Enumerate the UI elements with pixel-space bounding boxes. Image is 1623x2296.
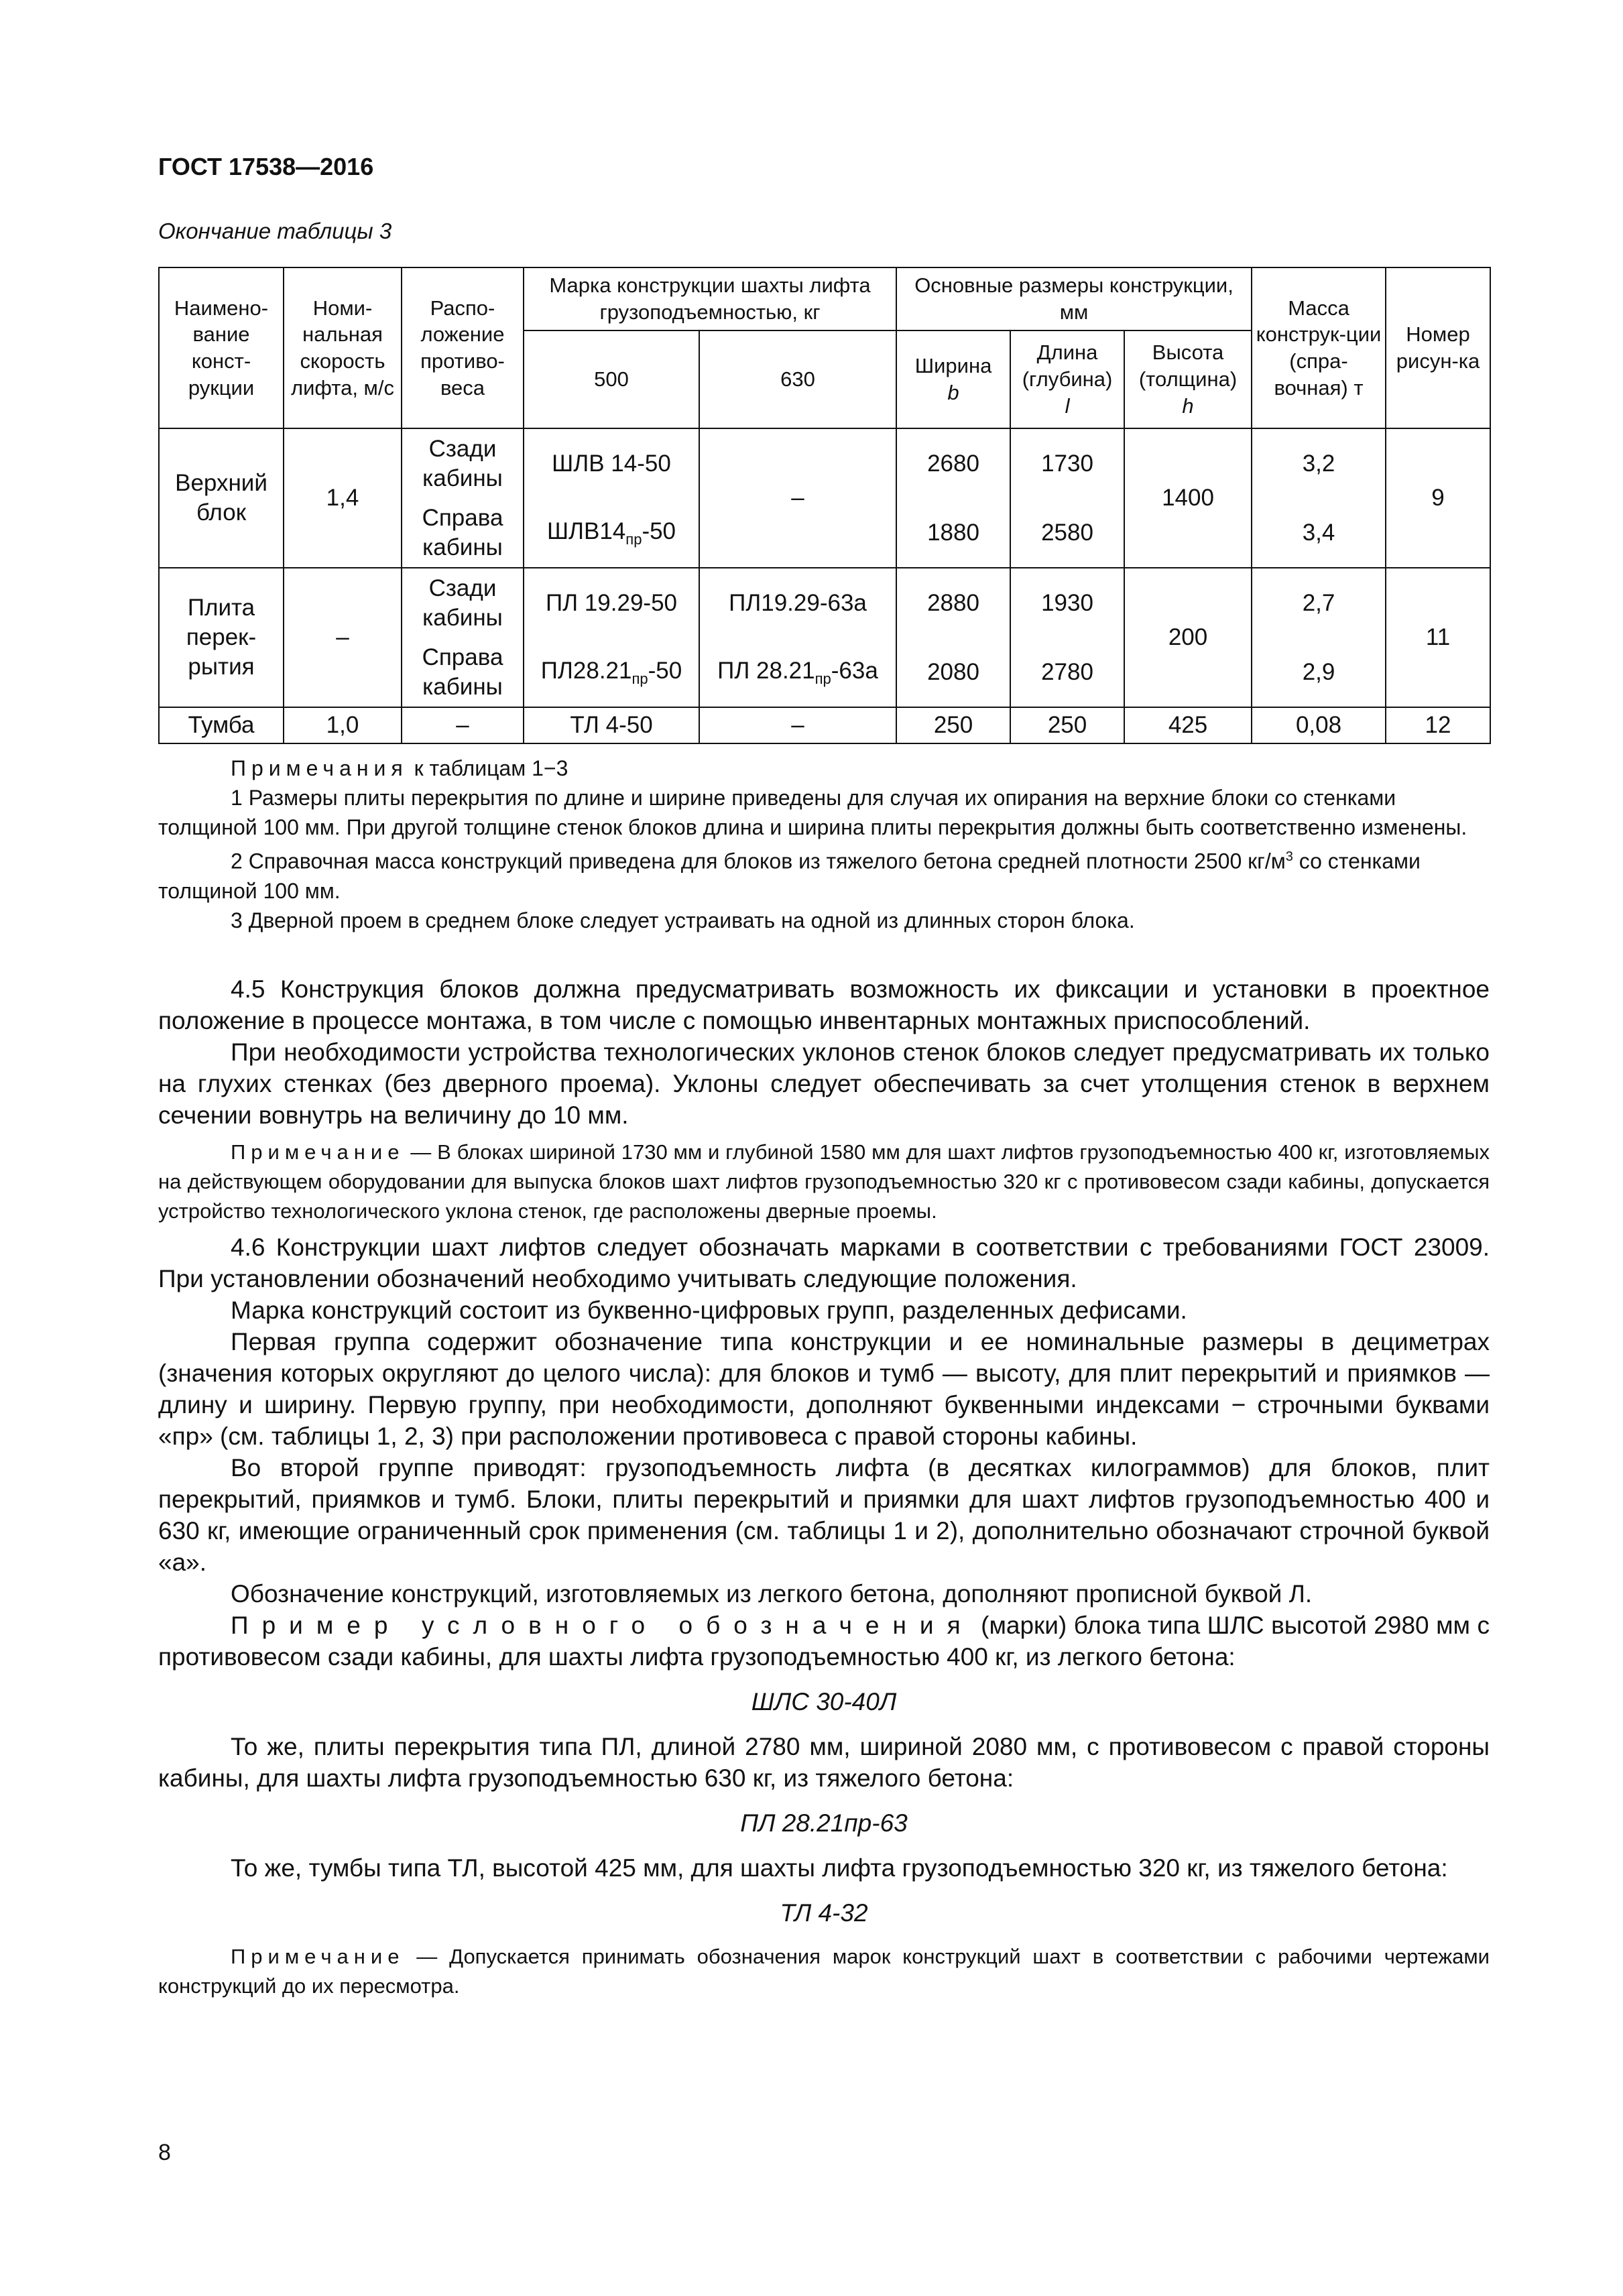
cell-width: 2080 — [896, 638, 1010, 707]
table-header-row — [159, 267, 1490, 330]
cell-position: – — [402, 707, 524, 743]
cell-length: 2780 — [1010, 638, 1124, 707]
table-3 — [158, 267, 1491, 744]
col-header-speed: Номи-нальная скорость лифта, м/с — [284, 267, 402, 428]
cell-height: 200 — [1124, 568, 1252, 707]
cell-figure: 9 — [1386, 428, 1490, 568]
note-3: 3 Дверной проем в среднем блоке следует устраивать на одной из длинных сторон блока. — [231, 908, 1135, 932]
col-header-mark: Марка конструкции шахты лифта грузоподъемностью, кг — [524, 267, 896, 330]
table-row — [159, 428, 1490, 498]
paragraph: Первая группа содержит обозначение типа конструкции и ее номинальные размеры в дециметрах (значения которых округляют до целого числа): для блоков и тумб — высоту, для плит перекрытий и приямков — длину и ширину. Первую группу, при необходимости, дополняют буквенными индексами − строчными буквами «пр» (см. таблицы 1, 2, 3) при расположении противовеса с правой стороны кабины. — [158, 1328, 1490, 1450]
cell-position: Сзади кабины — [402, 428, 524, 498]
paragraph: Обозначение конструкций, изготовляемых из легкого бетона, дополняют прописной буквой Л. — [231, 1580, 1313, 1608]
example-text: (марки) блока типа ШЛС высотой 2980 мм с противовесом сзади кабины, для шахты лифта грузоподъемностью 400 кг, из легкого бетона: — [158, 1612, 1490, 1671]
cell-mark-500 — [524, 638, 699, 707]
cell-name: Тумба — [159, 707, 284, 743]
notes-label: Примечания — [231, 756, 408, 780]
width-symbol: b — [947, 381, 959, 404]
cell-speed: 1,0 — [284, 707, 402, 743]
mark-subscript: пр — [632, 670, 648, 687]
cell-length: 2580 — [1010, 498, 1124, 568]
cell-speed: 1,4 — [284, 428, 402, 568]
cell-length: 1930 — [1010, 568, 1124, 638]
mark-suffix: -50 — [648, 657, 682, 684]
col-header-height — [1124, 330, 1252, 428]
note-label: Примечание — [231, 1945, 405, 1968]
document-id: ГОСТ 17538—2016 — [158, 153, 374, 180]
mark-subscript: пр — [625, 530, 642, 548]
mark-suffix: -50 — [642, 518, 676, 544]
note-paragraph — [158, 1942, 1490, 2001]
cell-position: Справа кабины — [402, 638, 524, 707]
length-label: Длина (глубина) — [1022, 341, 1113, 391]
cell-mark-500: ПЛ 19.29-50 — [524, 568, 699, 638]
cell-height: 1400 — [1124, 428, 1252, 568]
mark-text: ПЛ 28.21 — [717, 657, 815, 684]
note-label: Примечание — [231, 1140, 405, 1164]
height-symbol: h — [1182, 394, 1194, 418]
height-label: Высота (толщина) — [1138, 341, 1238, 391]
mark-text: ШЛВ14 — [546, 518, 626, 544]
paragraph-4-5: 4.5 Конструкция блоков должна предусматривать возможность их фиксации и установки в проектное положение в процессе монтажа, в том числе с помощью инвентарных монтажных приспособлений. — [158, 975, 1490, 1034]
example-designation: ТЛ 4-32 — [780, 1899, 868, 1927]
cell-figure: 11 — [1386, 568, 1490, 707]
note-1: 1 Размеры плиты перекрытия по длине и ширине приведены для случая их опирания на верхние блоки со стенками толщиной 100 мм. При другой толщине стенок блоков длина и ширина плиты перекрытия должны быть соответственно изменены. — [158, 786, 1467, 839]
cell-mark-500: ШЛВ 14-50 — [524, 428, 699, 498]
cell-mark-630 — [699, 638, 896, 707]
col-header-figure: Номер рисун-ка — [1386, 267, 1490, 428]
col-header-width — [896, 330, 1010, 428]
cell-mass: 3,4 — [1252, 498, 1386, 568]
cell-position: Сзади кабины — [402, 568, 524, 638]
cell-length: 1730 — [1010, 428, 1124, 498]
cell-mass: 2,9 — [1252, 638, 1386, 707]
col-header-mass: Масса конструк-ции (спра-вочная) т — [1252, 267, 1386, 428]
cell-position: Справа кабины — [402, 498, 524, 568]
paragraph: При необходимости устройства технологических уклонов стенок блоков следует предусматривать их только на глухих стенках (без дверного проема). Уклоны следует обеспечивать за счет утолщения стенок в верхнем сечении вовнутрь на величину до 10 мм. — [158, 1038, 1490, 1129]
example-paragraph — [158, 1610, 1490, 1673]
cell-width: 1880 — [896, 498, 1010, 568]
example-label: Пример условного обозначения — [231, 1612, 974, 1639]
table-caption: Окончание таблицы 3 — [158, 219, 392, 243]
width-label: Ширина — [914, 354, 992, 378]
col-header-630: 630 — [699, 330, 896, 428]
note-2-text: 2 Справочная масса конструкций приведена для блоков из тяжелого бетона средней плотности 2500 кг/м — [231, 849, 1286, 873]
notes-title-rest: к таблицам 1−3 — [408, 756, 568, 780]
cell-width: 250 — [896, 707, 1010, 743]
table-notes — [158, 753, 1490, 935]
cell-mark-630: – — [699, 707, 896, 743]
cell-name: Верхний блок — [159, 428, 284, 568]
page-number: 8 — [158, 2140, 171, 2165]
note-text: — В блоках шириной 1730 мм и глубиной 1580 мм для шахт лифтов грузоподъемностью 400 кг, изготовляемых на действующем оборудовании для выпуска блоков шахт лифтов грузоподъемностью 320 кг с противовесом сзади кабины, допускается устройство технологического уклона стенок, где расположены дверные проемы. — [158, 1140, 1490, 1223]
cell-figure: 12 — [1386, 707, 1490, 743]
mark-text: ПЛ28.21 — [540, 657, 632, 684]
col-header-name: Наимено-вание конст-рукции — [159, 267, 284, 428]
paragraph: Марка конструкций состоит из буквенно-цифровых групп, разделенных дефисами. — [231, 1296, 1187, 1324]
paragraph: То же, плиты перекрытия типа ПЛ, длиной 2780 мм, шириной 2080 мм, с противовесом с правой стороны кабины, для шахты лифта грузоподъемностью 630 кг, из тяжелого бетона: — [158, 1733, 1490, 1792]
col-header-500: 500 — [524, 330, 699, 428]
cell-mark-500: ТЛ 4-50 — [524, 707, 699, 743]
cell-mark-500 — [524, 498, 699, 568]
example-designation: ШЛС 30-40Л — [751, 1688, 897, 1715]
col-header-counterweight: Распо-ложение противо-веса — [402, 267, 524, 428]
cell-mark-630: ПЛ19.29-63а — [699, 568, 896, 638]
mark-suffix: -63а — [831, 657, 878, 684]
note-paragraph — [158, 1138, 1490, 1226]
cell-mark-630: – — [699, 428, 896, 568]
note-2-rest: со стенками толщиной 100 мм. — [158, 849, 1421, 903]
note-2-superscript: 3 — [1285, 849, 1293, 864]
paragraph: Во второй группе приводят: грузоподъемность лифта (в десятках килограммов) для блоков, плит перекрытий, приямков и тумб. Блоки, плиты перекрытий и приямки для шахт лифтов грузоподъемностью 400 и 630 кг, имеющие ограниченный срок применения (см. таблицы 1 и 2), дополнительно обозначают строчной буквой «а». — [158, 1454, 1490, 1576]
cell-width: 2680 — [896, 428, 1010, 498]
paragraph-4-6: 4.6 Конструкции шахт лифтов следует обозначать марками в соответствии с требованиями ГОСТ 23009. При установлении обозначений необходимо учитывать следующие положения. — [158, 1233, 1490, 1292]
notes-title — [158, 753, 1490, 783]
cell-length: 250 — [1010, 707, 1124, 743]
note-text: — Допускается принимать обозначения марок конструкций шахт в соответствии с рабочими чертежами конструкций до их пересмотра. — [158, 1945, 1490, 1998]
main-text — [158, 973, 1490, 2006]
mark-subscript: пр — [815, 670, 831, 687]
length-symbol: l — [1065, 394, 1070, 418]
table-row — [159, 707, 1490, 743]
note-2 — [158, 842, 1490, 906]
cell-name: Плита перек-рытия — [159, 568, 284, 707]
example-designation: ПЛ 28.21пр-63 — [740, 1809, 908, 1837]
table-row — [159, 568, 1490, 638]
col-header-length — [1010, 330, 1124, 428]
col-header-dimensions: Основные размеры конструкции, мм — [896, 267, 1252, 330]
cell-width: 2880 — [896, 568, 1010, 638]
cell-mass: 3,2 — [1252, 428, 1386, 498]
cell-mass: 2,7 — [1252, 568, 1386, 638]
cell-height: 425 — [1124, 707, 1252, 743]
paragraph: То же, тумбы типа ТЛ, высотой 425 мм, для шахты лифта грузоподъемностью 320 кг, из тяжелого бетона: — [231, 1854, 1448, 1882]
cell-mass: 0,08 — [1252, 707, 1386, 743]
cell-speed: – — [284, 568, 402, 707]
